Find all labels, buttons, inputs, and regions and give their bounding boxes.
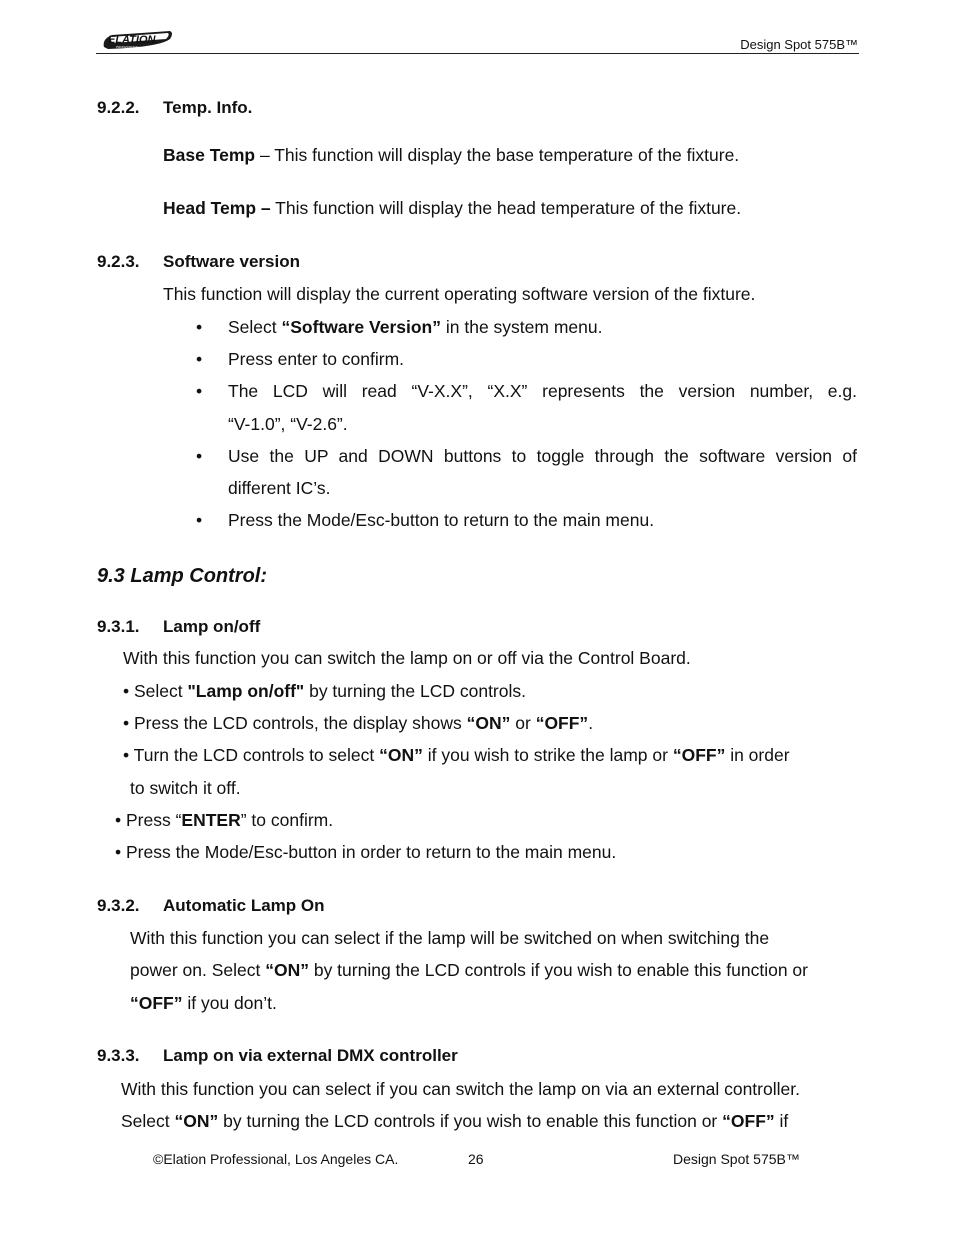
base-temp-paragraph bbox=[163, 145, 739, 166]
section-title: Lamp on via external DMX controller bbox=[163, 1046, 458, 1065]
base-temp-label: Base Temp bbox=[163, 145, 256, 165]
section-number: 9.2.2. bbox=[97, 98, 140, 117]
lamp-onoff-step-1: • Select "Lamp on/off" by turning the LCD controls. bbox=[123, 681, 526, 701]
software-bullet-1: Select “Software Version” in the system menu. bbox=[228, 317, 603, 337]
section-heading-9-2-3 bbox=[97, 252, 300, 272]
dmx-lamp-line-1: With this function you can select if you can switch the lamp on via an external controller. bbox=[121, 1079, 800, 1099]
lamp-onoff-step-3-cont: to switch it off. bbox=[130, 778, 241, 798]
software-bullet-3-line2: “V-1.0”, “V-2.6”. bbox=[228, 414, 348, 434]
footer-copyright: ©Elation Professional, Los Angeles CA. bbox=[153, 1151, 399, 1167]
section-number: 9.2.3. bbox=[97, 252, 140, 271]
auto-lamp-line-1: With this function you can select if the lamp will be switched on when switching the bbox=[130, 928, 770, 948]
section-title: Lamp on/off bbox=[163, 617, 261, 636]
software-bullet-5: Press the Mode/Esc-button to return to the main menu. bbox=[228, 510, 655, 530]
dmx-lamp-line-2: Select “ON” by turning the LCD controls if you wish to enable this function or “OFF” if bbox=[121, 1111, 789, 1131]
software-bullet-4-line1: Use the UP and DOWN buttons to toggle through the software version of bbox=[228, 446, 857, 466]
auto-lamp-line-2: power on. Select “ON” by turning the LCD controls if you wish to enable this function or bbox=[130, 960, 808, 980]
section-title: Automatic Lamp On bbox=[163, 896, 325, 915]
section-number: 9.3.2. bbox=[97, 896, 140, 915]
bullet-marker: • bbox=[196, 349, 203, 369]
lamp-onoff-step-2: • Press the LCD controls, the display shows “ON” or “OFF”. bbox=[123, 713, 594, 733]
software-bullet-3-line1: The LCD will read “V-X.X”, “X.X” represents the version number, e.g. bbox=[228, 381, 857, 401]
section-heading-9-3-3 bbox=[97, 1046, 458, 1066]
section-number: 9.3.3. bbox=[97, 1046, 140, 1065]
section-heading-9-3-2 bbox=[97, 896, 325, 916]
svg-text:PROFESSIONAL: PROFESSIONAL bbox=[116, 45, 140, 49]
bullet-marker: • bbox=[196, 381, 203, 401]
bullet-marker: • bbox=[196, 446, 203, 466]
base-temp-text: – This function will display the base temperature of the fixture. bbox=[255, 145, 740, 165]
header-divider bbox=[96, 53, 859, 54]
lamp-onoff-intro: With this function you can switch the lamp on or off via the Control Board. bbox=[123, 648, 691, 668]
head-temp-paragraph bbox=[163, 198, 741, 219]
svg-text:ELATION: ELATION bbox=[108, 34, 156, 46]
head-temp-text: This function will display the head temperature of the fixture. bbox=[270, 198, 742, 218]
footer-page-number: 26 bbox=[468, 1151, 484, 1167]
section-title: Temp. Info. bbox=[163, 98, 253, 117]
footer-doc-title: Design Spot 575B™ bbox=[673, 1151, 800, 1167]
auto-lamp-line-3: “OFF” if you don’t. bbox=[130, 993, 277, 1013]
lamp-onoff-step-5: • Press the Mode/Esc-button in order to return to the main menu. bbox=[115, 842, 617, 862]
lamp-onoff-step-4: • Press “ENTER” to confirm. bbox=[115, 810, 334, 830]
header-doc-title: Design Spot 575B™ bbox=[740, 37, 858, 52]
head-temp-label: Head Temp – bbox=[163, 198, 271, 218]
bullet-marker: • bbox=[196, 510, 203, 530]
section-heading-9-3: 9.3 Lamp Control: bbox=[97, 565, 268, 587]
software-bullet-4-line2: different IC’s. bbox=[228, 478, 331, 498]
section-heading-9-2-2 bbox=[97, 98, 252, 118]
software-bullet-2: Press enter to confirm. bbox=[228, 349, 405, 369]
software-intro: This function will display the current operating software version of the fixture. bbox=[163, 284, 756, 304]
section-heading-9-3-1 bbox=[97, 617, 260, 637]
section-title: Software version bbox=[163, 252, 300, 271]
section-number: 9.3.1. bbox=[97, 617, 140, 636]
lamp-onoff-step-3: • Turn the LCD controls to select “ON” if you wish to strike the lamp or “OFF” in order bbox=[123, 745, 790, 765]
elation-logo bbox=[100, 27, 174, 51]
bullet-marker: • bbox=[196, 317, 203, 337]
